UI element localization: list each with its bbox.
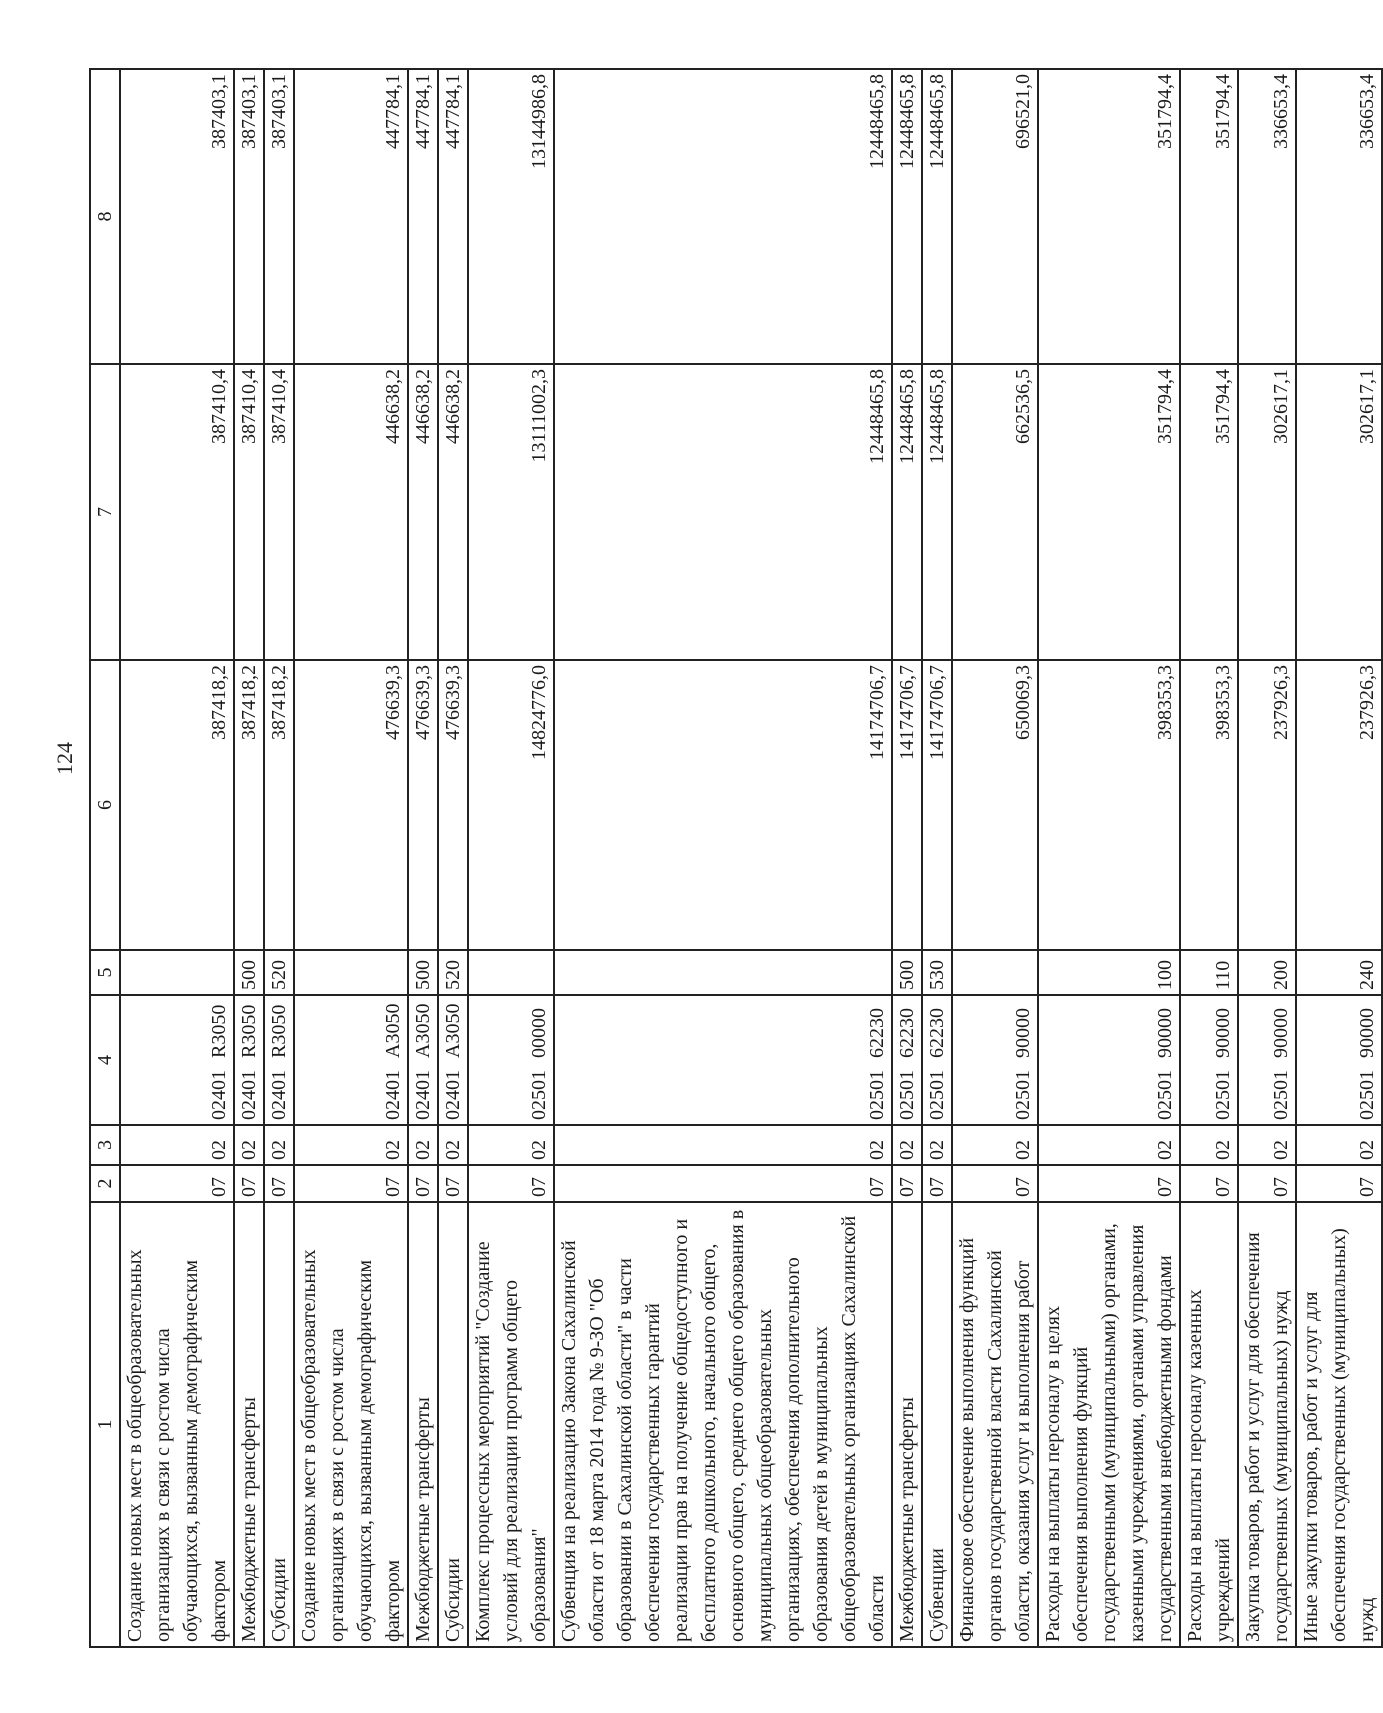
subsection-code-cell: 02: [1038, 1125, 1180, 1165]
amount-cell-col7: 387410,4: [234, 364, 264, 660]
target-article-program-code: 02501: [1212, 1070, 1234, 1120]
expense-type-cell: [468, 950, 554, 995]
section-code-cell: 07: [1180, 1165, 1238, 1202]
amount-cell-col7: 446638,2: [408, 364, 438, 660]
table-row: [1238, 69, 1296, 1647]
subsection-code-cell: 02: [952, 1125, 1038, 1165]
rotated-page: [89, 70, 1378, 1648]
amount-cell-col8: 447784,1: [408, 69, 438, 364]
target-article-cell: [1238, 995, 1296, 1125]
row-name-cell: Субсидии: [264, 1202, 294, 1647]
column-header: 8: [90, 69, 120, 364]
amount-cell-col6: 387418,2: [234, 660, 264, 950]
amount-cell-col7: 351794,4: [1180, 364, 1238, 660]
section-code-cell: 07: [1038, 1165, 1180, 1202]
amount-cell-col6: 476639,3: [294, 660, 408, 950]
section-code-cell: 07: [408, 1165, 438, 1202]
target-article-cell: [264, 995, 294, 1125]
expense-type-cell: [294, 950, 408, 995]
subsection-code-cell: 02: [264, 1125, 294, 1165]
section-code-cell: 07: [952, 1165, 1038, 1202]
target-article-direction-code: 00000: [528, 1008, 550, 1058]
target-article-program-code: 02401: [238, 1070, 260, 1120]
amount-cell-col6: 398353,3: [1180, 660, 1238, 950]
row-name-cell: Иные закупки товаров, работ и услуг для обеспечения государственных (муниципальных) нужд: [1296, 1202, 1382, 1647]
amount-cell-col7: 446638,2: [294, 364, 408, 660]
table-row: [1180, 69, 1238, 1647]
amount-cell-col6: 398353,3: [1038, 660, 1180, 950]
table-row: [1038, 69, 1180, 1647]
amount-cell-col8: 447784,1: [294, 69, 408, 364]
expense-type-cell: 520: [264, 950, 294, 995]
amount-cell-col7: 12448465,8: [892, 364, 922, 660]
target-article-program-code: 02401: [268, 1070, 290, 1120]
target-article-program-code: 02501: [528, 1070, 550, 1120]
section-code-cell: 07: [438, 1165, 468, 1202]
table-row: [438, 69, 468, 1647]
section-code-cell: 07: [120, 1165, 234, 1202]
subsection-code-cell: 02: [234, 1125, 264, 1165]
target-article-cell: [952, 995, 1038, 1125]
target-article-direction-code: R3050: [238, 1004, 260, 1058]
amount-cell-col6: 387418,2: [120, 660, 234, 950]
target-article-cell: [1180, 995, 1238, 1125]
table-row: [554, 69, 892, 1647]
subsection-code-cell: 02: [294, 1125, 408, 1165]
subsection-code-cell: 02: [1238, 1125, 1296, 1165]
budget-table: [89, 68, 1383, 1648]
section-code-cell: 07: [468, 1165, 554, 1202]
expense-type-cell: 200: [1238, 950, 1296, 995]
amount-cell-col8: 351794,4: [1038, 69, 1180, 364]
amount-cell-col8: 351794,4: [1180, 69, 1238, 364]
expense-type-cell: 530: [922, 950, 952, 995]
target-article-program-code: 02401: [412, 1070, 434, 1120]
row-name-cell: Создание новых мест в общеобразовательных организациях в связи с ростом числа обучающихся, вызванным демографическим фактором: [294, 1202, 408, 1647]
section-code-cell: 07: [1238, 1165, 1296, 1202]
amount-cell-col6: 476639,3: [408, 660, 438, 950]
amount-cell-col6: 650069,3: [952, 660, 1038, 950]
table-row: [120, 69, 234, 1647]
target-article-direction-code: 90000: [1270, 1008, 1292, 1058]
section-code-cell: 07: [1296, 1165, 1382, 1202]
target-article-direction-code: 90000: [1154, 1008, 1176, 1058]
target-article-program-code: 02501: [896, 1070, 918, 1120]
target-article-direction-code: 90000: [1212, 1008, 1234, 1058]
row-name-cell: Субвенции: [922, 1202, 952, 1647]
target-article-cell: [922, 995, 952, 1125]
subsection-code-cell: 02: [922, 1125, 952, 1165]
subsection-code-cell: 02: [1296, 1125, 1382, 1165]
amount-cell-col6: 237926,3: [1238, 660, 1296, 950]
amount-cell-col7: 387410,4: [120, 364, 234, 660]
table-row: [952, 69, 1038, 1647]
expense-type-cell: 110: [1180, 950, 1238, 995]
target-article-cell: [892, 995, 922, 1125]
row-name-cell: Субвенция на реализацию Закона Сахалинской области от 18 марта 2014 года № 9-ЗО "Об образовании в Сахалинской области" в части обеспечения государственных гарантий реализации прав на получение общедоступного и бесплатного дошкольного, начального общего, основного общего, среднего общего образования в муниципальных общеобразовательных организациях, обеспечения дополнительного образования детей в муниципальных общеобразовательных организациях Сахалинской области: [554, 1202, 892, 1647]
subsection-code-cell: 02: [120, 1125, 234, 1165]
amount-cell-col8: 387403,1: [120, 69, 234, 364]
column-header: 2: [90, 1165, 120, 1202]
target-article-program-code: 02501: [1270, 1070, 1292, 1120]
row-name-cell: Расходы на выплаты персоналу в целях обеспечения выполнения функций государственными (муниципальными) органами, казенными учреждениями, органами управления государственными внебюджетными фондами: [1038, 1202, 1180, 1647]
amount-cell-col8: 12448465,8: [554, 69, 892, 364]
amount-cell-col6: 14174706,7: [554, 660, 892, 950]
table-row: [468, 69, 554, 1647]
target-article-cell: [408, 995, 438, 1125]
subsection-code-cell: 02: [1180, 1125, 1238, 1165]
amount-cell-col7: 13111002,3: [468, 364, 554, 660]
target-article-direction-code: A3050: [382, 1003, 404, 1058]
amount-cell-col7: 12448465,8: [922, 364, 952, 660]
section-code-cell: 07: [922, 1165, 952, 1202]
amount-cell-col6: 14824776,0: [468, 660, 554, 950]
amount-cell-col8: 12448465,8: [922, 69, 952, 364]
page-number: 124: [52, 742, 77, 775]
row-name-cell: Межбюджетные трансферты: [892, 1202, 922, 1647]
table-row: [234, 69, 264, 1647]
row-name-cell: Межбюджетные трансферты: [234, 1202, 264, 1647]
column-header: 7: [90, 364, 120, 660]
column-header: 3: [90, 1125, 120, 1165]
amount-cell-col8: 336653,4: [1238, 69, 1296, 364]
table-row: [892, 69, 922, 1647]
amount-cell-col7: 446638,2: [438, 364, 468, 660]
row-name-cell: Закупка товаров, работ и услуг для обеспечения государственных (муниципальных) нужд: [1238, 1202, 1296, 1647]
amount-cell-col7: 351794,4: [1038, 364, 1180, 660]
target-article-cell: [554, 995, 892, 1125]
section-code-cell: 07: [234, 1165, 264, 1202]
subsection-code-cell: 02: [554, 1125, 892, 1165]
target-article-direction-code: 62230: [896, 1008, 918, 1058]
row-name-cell: Расходы на выплаты персоналу казенных учреждений: [1180, 1202, 1238, 1647]
target-article-direction-code: R3050: [208, 1004, 230, 1058]
table-row: [294, 69, 408, 1647]
section-code-cell: 07: [554, 1165, 892, 1202]
expense-type-cell: 520: [438, 950, 468, 995]
column-header: 1: [90, 1202, 120, 1647]
amount-cell-col6: 387418,2: [264, 660, 294, 950]
expense-type-cell: [554, 950, 892, 995]
amount-cell-col8: 12448465,8: [892, 69, 922, 364]
amount-cell-col8: 13144986,8: [468, 69, 554, 364]
row-name-cell: Финансовое обеспечение выполнения функций органов государственной власти Сахалинской области, оказания услуг и выполнения работ: [952, 1202, 1038, 1647]
table-row: [264, 69, 294, 1647]
expense-type-cell: 500: [234, 950, 264, 995]
target-article-program-code: 02501: [1154, 1070, 1176, 1120]
amount-cell-col7: 12448465,8: [554, 364, 892, 660]
table-row: [1296, 69, 1382, 1647]
target-article-cell: [468, 995, 554, 1125]
target-article-direction-code: 62230: [866, 1008, 888, 1058]
target-article-program-code: 02401: [382, 1070, 404, 1120]
target-article-cell: [120, 995, 234, 1125]
row-name-cell: Субсидии: [438, 1202, 468, 1647]
expense-type-cell: [120, 950, 234, 995]
target-article-cell: [294, 995, 408, 1125]
row-name-cell: Комплекс процессных мероприятий "Создание условий для реализации программ общего образования": [468, 1202, 554, 1647]
subsection-code-cell: 02: [892, 1125, 922, 1165]
table-row: [408, 69, 438, 1647]
target-article-program-code: 02501: [866, 1070, 888, 1120]
target-article-program-code: 02501: [926, 1070, 948, 1120]
amount-cell-col8: 336653,4: [1296, 69, 1382, 364]
column-header: 4: [90, 995, 120, 1125]
amount-cell-col7: 302617,1: [1238, 364, 1296, 660]
expense-type-cell: [952, 950, 1038, 995]
target-article-program-code: 02501: [1356, 1070, 1378, 1120]
amount-cell-col6: 476639,3: [438, 660, 468, 950]
column-header: 5: [90, 950, 120, 995]
target-article-direction-code: A3050: [442, 1003, 464, 1058]
amount-cell-col7: 387410,4: [264, 364, 294, 660]
table-row: [922, 69, 952, 1647]
row-name-cell: Создание новых мест в общеобразовательных организациях в связи с ростом числа обучающихся, вызванным демографическим фактором: [120, 1202, 234, 1647]
section-code-cell: 07: [294, 1165, 408, 1202]
target-article-program-code: 02401: [442, 1070, 464, 1120]
target-article-direction-code: A3050: [412, 1003, 434, 1058]
amount-cell-col6: 14174706,7: [922, 660, 952, 950]
target-article-direction-code: 62230: [926, 1008, 948, 1058]
subsection-code-cell: 02: [408, 1125, 438, 1165]
expense-type-cell: 500: [408, 950, 438, 995]
expense-type-cell: 240: [1296, 950, 1382, 995]
amount-cell-col6: 237926,3: [1296, 660, 1382, 950]
target-article-cell: [234, 995, 264, 1125]
amount-cell-col6: 14174706,7: [892, 660, 922, 950]
subsection-code-cell: 02: [438, 1125, 468, 1165]
target-article-cell: [1038, 995, 1180, 1125]
expense-type-cell: 500: [892, 950, 922, 995]
section-code-cell: 07: [892, 1165, 922, 1202]
amount-cell-col8: 696521,0: [952, 69, 1038, 364]
target-article-cell: [438, 995, 468, 1125]
row-name-cell: Межбюджетные трансферты: [408, 1202, 438, 1647]
header-row: [90, 69, 120, 1647]
amount-cell-col8: 447784,1: [438, 69, 468, 364]
column-header: 6: [90, 660, 120, 950]
target-article-program-code: 02501: [1012, 1070, 1034, 1120]
amount-cell-col8: 387403,1: [234, 69, 264, 364]
subsection-code-cell: 02: [468, 1125, 554, 1165]
expense-type-cell: 100: [1038, 950, 1180, 995]
amount-cell-col7: 302617,1: [1296, 364, 1382, 660]
amount-cell-col8: 387403,1: [264, 69, 294, 364]
amount-cell-col7: 662536,5: [952, 364, 1038, 660]
target-article-direction-code: R3050: [268, 1004, 290, 1058]
target-article-program-code: 02401: [208, 1070, 230, 1120]
target-article-direction-code: 90000: [1012, 1008, 1034, 1058]
target-article-direction-code: 90000: [1356, 1008, 1378, 1058]
target-article-cell: [1296, 995, 1382, 1125]
section-code-cell: 07: [264, 1165, 294, 1202]
